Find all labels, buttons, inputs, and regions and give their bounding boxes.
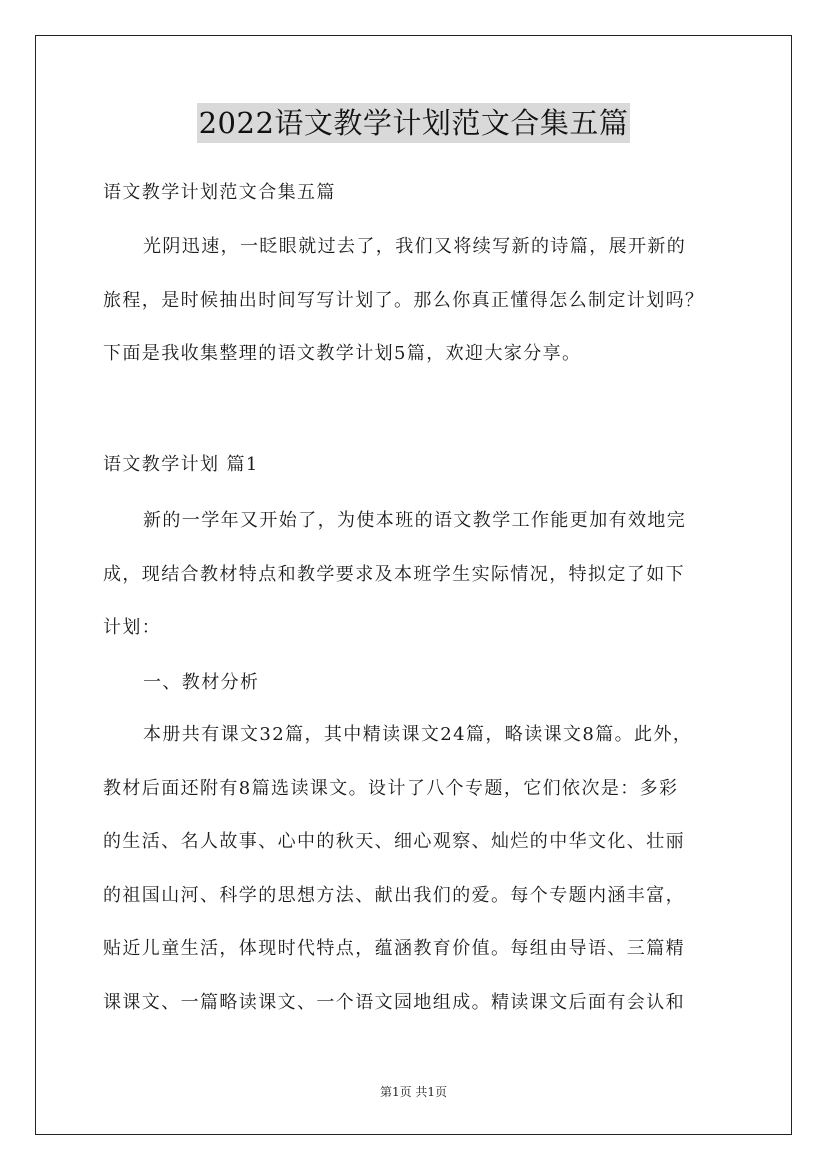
document-subtitle: 语文教学计划范文合集五篇 xyxy=(103,182,336,203)
intro-line-2: 旅程，是时候抽出时间写写计划了。那么你真正懂得怎么制定计划吗？ xyxy=(103,290,705,311)
document-title: 2022语文教学计划范文合集五篇 xyxy=(197,103,631,143)
section-para-line-3: 计划： xyxy=(103,617,162,638)
section-para-line-2: 成，现结合教材特点和教学要求及本班学生实际情况，特拟定了如下 xyxy=(103,564,685,585)
body-para-line-1: 本册共有课文32篇，其中精读课文24篇，略读课文8篇。此外， xyxy=(143,724,693,745)
body-para-line-6: 课课文、一篇略读课文、一个语文园地组成。精读课文后面有会认和 xyxy=(103,992,685,1013)
subheading: 一、教材分析 xyxy=(143,672,260,693)
body-para-line-2: 教材后面还附有8篇选读课文。设计了八个专题，它们依次是：多彩 xyxy=(103,778,679,799)
body-para-line-5: 贴近儿童生活，体现时代特点，蕴涵教育价值。每组由导语、三篇精 xyxy=(103,938,685,959)
intro-line-3: 下面是我收集整理的语文教学计划5篇，欢迎大家分享。 xyxy=(103,343,582,364)
section-heading: 语文教学计划 篇1 xyxy=(103,454,259,475)
page-footer: 第1页 共1页 xyxy=(379,1085,448,1099)
section-para-line-1: 新的一学年又开始了，为使本班的语文教学工作能更加有效地完 xyxy=(143,510,687,531)
intro-line-1: 光阴迅速，一眨眼就过去了，我们又将续写新的诗篇，展开新的 xyxy=(143,236,687,257)
body-para-line-3: 的生活、名人故事、心中的秋天、细心观察、灿烂的中华文化、壮丽 xyxy=(103,831,685,852)
body-para-line-4: 的祖国山河、科学的思想方法、献出我们的爱。每个专题内涵丰富， xyxy=(103,885,685,906)
title-container xyxy=(0,103,827,143)
